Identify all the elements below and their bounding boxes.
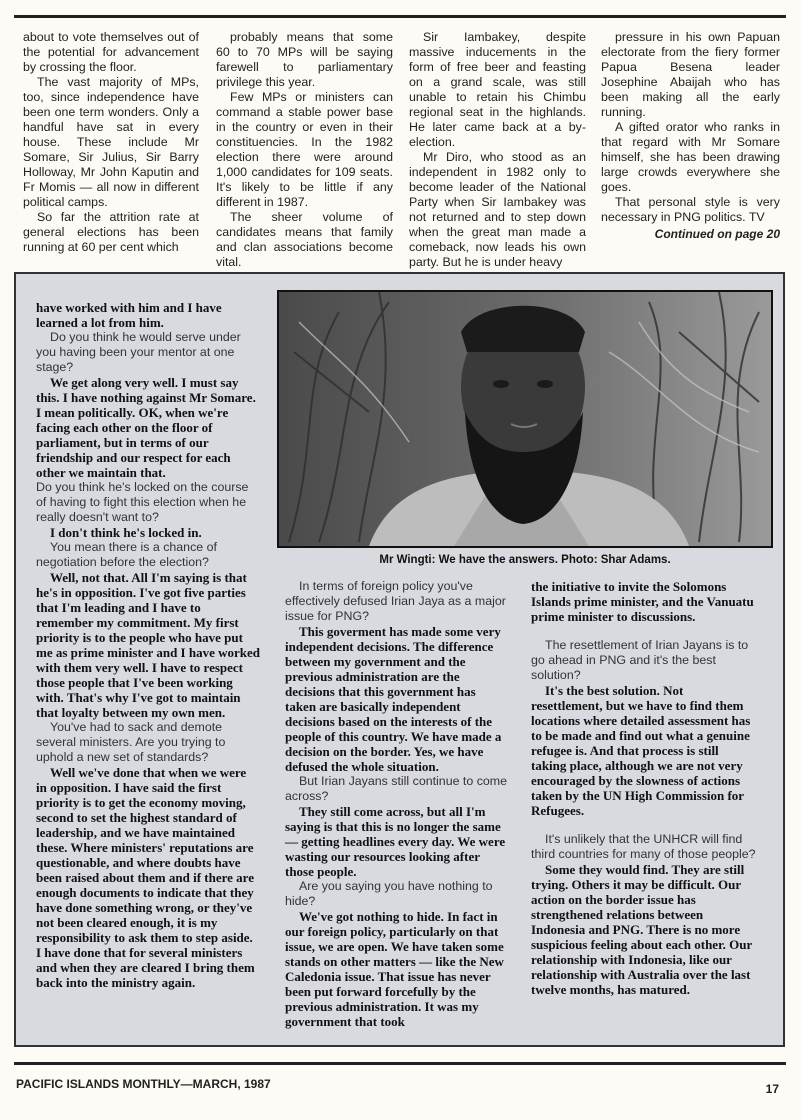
interview-question: Are you saying you have nothing to hide? [285, 879, 493, 908]
paragraph-gap [531, 818, 757, 832]
continued-note: Continued on page 20 [654, 227, 780, 241]
interview-question: In terms of foreign policy you've effectively defused Irian Jaya as a major issue for PNG? [285, 579, 506, 623]
interview-answer: Well we've done that when we were in opposition. I have said the first priority is to get the economy moving, second to set the highest standard of leadership, and we have maintained these. Where ministers' reputations are questionable, and where doubts have been raised about them and if there are enough documents to indicate that they have done something wrong, or they've not been cleared enough, it is my responsibility to ask them to step aside. I have done that for several ministers and when they are cleared I bring them back into the ministry again. [36, 765, 255, 990]
interview-question: Do you think he would serve under you having been your mentor at one stage? [36, 330, 241, 374]
article-paragraph: about to vote themselves out of the potential for advancement by crossing the floor. [23, 30, 199, 74]
publication-footer: PACIFIC ISLANDS MONTHLY—MARCH, 1987 [16, 1077, 271, 1091]
photo-caption: Mr Wingti: We have the answers. Photo: Shar Adams. [379, 554, 671, 566]
top-rule [14, 15, 786, 18]
article-paragraph: Mr Diro, who stood as an independent in 1982 only to become leader of the National Party when Sir Iambakey was not returned and to step down when the great man made a comeback, now leads his own party. But he is under heavy [409, 150, 586, 269]
interview-question: You mean there is a chance of negotiation before the election? [36, 540, 217, 569]
article-paragraph: The vast majority of MPs, too, since independence have been one term wonders. Only a handful have sat in every house. These include Mr Somare, Sir Julius, Sir Barry Holloway, Mr John Kaputin and Fr Momis — all now in different political camps. [23, 75, 199, 209]
paragraph-gap [531, 624, 757, 638]
interview-answer: We get along very well. I must say this. I have nothing against Mr Somare. I mean politically. OK, when we're facing each other on the floor of parliament, but in terms of our friendship and our respect for each other we maintain that. [36, 375, 256, 480]
article-column-1 [23, 30, 199, 255]
interview-answer: This goverment has made some very independent decisions. The difference between my government and the previous administration are the decisions that this government has taken are basically independent decisions based on the interests of the people of this country. We have made a decision on the border. Yes, we have defused the whole situation. [285, 624, 502, 774]
interview-question: The resettlement of Irian Jayans is to go ahead in PNG and it's the best solution? [531, 638, 749, 682]
portrait-photo [277, 290, 773, 548]
article-column-2 [216, 30, 393, 270]
page-number: 17 [765, 1082, 779, 1096]
article-column-4 [601, 30, 780, 242]
article-paragraph: The sheer volume of candidates means that family and clan associations become vital. [216, 210, 393, 269]
interview-answer: It's the best solution. Not resettlement, but we have to find them locations where detailed assessment has to be made and find out what a genuine refugee is. And that process is still taking place, although we are not very encouraged by the slowness of actions taken by the UN High Commission for Refugees. [531, 683, 751, 818]
article-paragraph: probably means that some 60 to 70 MPs will be saying farewell to parliamentary privilege this year. [216, 30, 393, 89]
interview-column-2 [285, 579, 507, 1029]
interview-answer: Well, not that. All I'm saying is that he's in opposition. I've got five parties that I'm leading and I have to remember my commitment. My first priority is to the people who have put me as prime minister and I have worked with them very well. I have to respect those people that I've been working with. That's why I've got to maintain that loyalty between my own men. [36, 570, 261, 720]
interview-question: You've had to sack and demote several ministers. Are you trying to uphold a new set of standards? [36, 720, 226, 764]
interview-column-3 [531, 579, 757, 997]
article-paragraph: pressure in his own Papuan electorate from the fiery former Papua Besena leader Josephine Abaijah who has been making all the early running. [601, 30, 780, 119]
article-paragraph: So far the attrition rate at general elections has been running at 60 per cent which [23, 210, 199, 254]
interview-answer: the initiative to invite the Solomons Islands prime minister, and the Vanuatu prime minister to discussions. [531, 579, 754, 624]
bottom-rule [14, 1062, 786, 1065]
interview-answer: They still come across, but all I'm saying is that this is no longer the same — getting headlines every day. We were wasting our resources looking after those people. [285, 804, 506, 879]
article-column-3 [409, 30, 586, 270]
interview-question: But Irian Jayans still continue to come across? [285, 774, 507, 803]
interview-column-1 [36, 300, 260, 990]
article-paragraph: A gifted orator who ranks in that regard with Mr Somare himself, she has been drawing large crowds everywhere she goes. [601, 120, 780, 194]
interview-answer: I don't think he's locked in. [50, 525, 202, 540]
article-paragraph: Few MPs or ministers can command a stable power base in the country or even in their constituencies. In the 1982 election there were around 1,000 candidates for 109 seats. It's likely to be little if any different in 1987. [216, 90, 393, 209]
interview-question: It's unlikely that the UNHCR will find third countries for many of those people? [531, 832, 756, 861]
article-paragraph: That personal style is very necessary in PNG politics. TV [601, 195, 780, 224]
portrait-illustration [279, 292, 771, 546]
interview-answer: Some they would find. They are still trying. Others it may be difficult. Our action on the border issue has strengthened relations between Indonesia and PNG. There is no more suspicious feeling about each other. Our relationship with Indonesia, like our relationship with Australia over the last twelve months, has matured. [531, 862, 753, 997]
article-paragraph: Sir Iambakey, despite massive inducements in the form of free beer and feasting on a grand scale, was still unable to retain his Chimbu regional seat in the highlands. He later came back at a by-election. [409, 30, 586, 149]
interview-answer: We've got nothing to hide. In fact in our foreign policy, particularly on that issue, we are open. We have taken some stands on other matters — like the New Caledonia issue. That issue has never been put forward forcefully by the previous administration. It was my government that took [285, 909, 504, 1029]
interview-answer: have worked with him and I have learned a lot from him. [36, 300, 222, 330]
interview-question: Do you think he's locked on the course of having to fight this election when he really doesn't want to? [36, 480, 249, 524]
